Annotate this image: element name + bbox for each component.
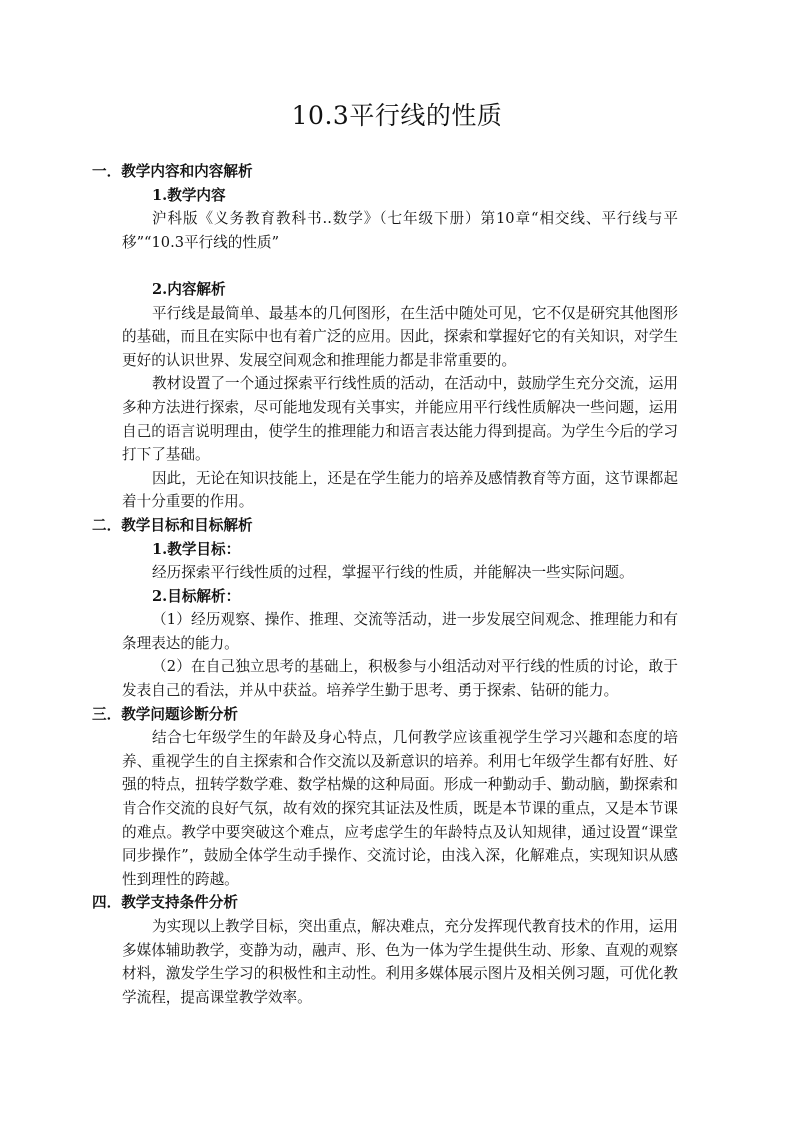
- section-1-2-paragraph-3: 因此，无论在知识技能上，还是在学生能力的培养及感情教育等方面，这节课都起着十分重要的作用。: [122, 469, 678, 511]
- section-1-1-heading: 1.教学内容: [152, 186, 226, 204]
- section-2-2-paragraph-1: （1）经历观察、操作、推理、交流等活动，进一步发展空间观念、推理能力和有条理表达的能力。: [122, 611, 678, 652]
- section-1-heading: 一．教学内容和内容解析: [92, 163, 253, 180]
- section-4-paragraph: 为实现以上教学目标，突出重点，解决难点，充分发挥现代教育技术的作用，运用多媒体辅助教学，变静为动，融声、形、色为一体为学生提供生动、形象、直观的观察材料，激发学生学习的积极性和主动性。利用多媒体展示图片及相关例习题，可优化教学流程，提高课堂教学效率。: [122, 918, 678, 1006]
- section-1-2-paragraph-2: 教材设置了一个通过探索平行线性质的活动，在活动中，鼓励学生充分交流，运用多种方法进行探索，尽可能地发现有关事实，并能应用平行线性质解决一些问题，运用自己的语言说明理由，使学生的推理能力和语言表达能力得到提高。为学生今后的学习打下了基础。: [122, 375, 678, 464]
- section-2-2-paragraph-2: （2）在自己独立思考的基础上，积极参与小组活动对平行线的性质的讨论，敢于发表自己的看法，并从中获益。培养学生勤于思考、勇于探索、钻研的能力。: [122, 658, 678, 700]
- section-1-1-paragraph: 沪科版《义务教育教科书..数学》（七年级下册）第10章“相交线、平行线与平移”“10.3平行线的性质”: [122, 210, 678, 251]
- section-1-2-heading: 2.内容解析: [152, 280, 226, 298]
- document-title: 10.3平行线的性质: [291, 101, 503, 130]
- section-2-heading: 二．教学目标和目标解析: [92, 516, 253, 534]
- document-body: [92, 160, 678, 1009]
- section-2-1-paragraph: 经历探索平行线性质的过程，掌握平行线的性质，并能解决一些实际问题。: [152, 564, 634, 582]
- section-3-paragraph: 结合七年级学生的年龄及身心特点，几何教学应该重视学生学习兴趣和态度的培养、重视学生的自主探索和合作交流以及新意识的培养。利用七年级学生都有好胜、好强的特点，扭转学数学难、数学枯燥的这种局面。形成一种勤动手、勤动脑，勤探索和肯合作交流的良好气氛，故有效的探究其证法及性质，既是本节课的重点，又是本节课的难点。教学中要突破这个难点，应考虑学生的年龄特点及认知规律，通过设置“课堂同步操作”，鼓励全体学生动手操作、交流讨论，由浅入深，化解难点，实现知识从感性到理性的跨越。: [122, 729, 678, 888]
- section-2-1-heading: 1.教学目标：: [152, 540, 241, 558]
- section-2-2-heading: 2.目标解析：: [152, 587, 241, 605]
- section-1-2-paragraph-1: 平行线是最简单、最基本的几何图形，在生活中随处可见，它不仅是研究其他图形的基础，而且在实际中也有着广泛的应用。因此，探索和掌握好它的有关知识，对学生更好的认识世界、发展空间观念和推理能力都是非常重要的。: [122, 304, 678, 369]
- section-3-heading: 三．教学问题诊断分析: [92, 705, 238, 723]
- section-4-heading: 四．教学支持条件分析: [92, 894, 238, 912]
- blank-line: [92, 254, 678, 278]
